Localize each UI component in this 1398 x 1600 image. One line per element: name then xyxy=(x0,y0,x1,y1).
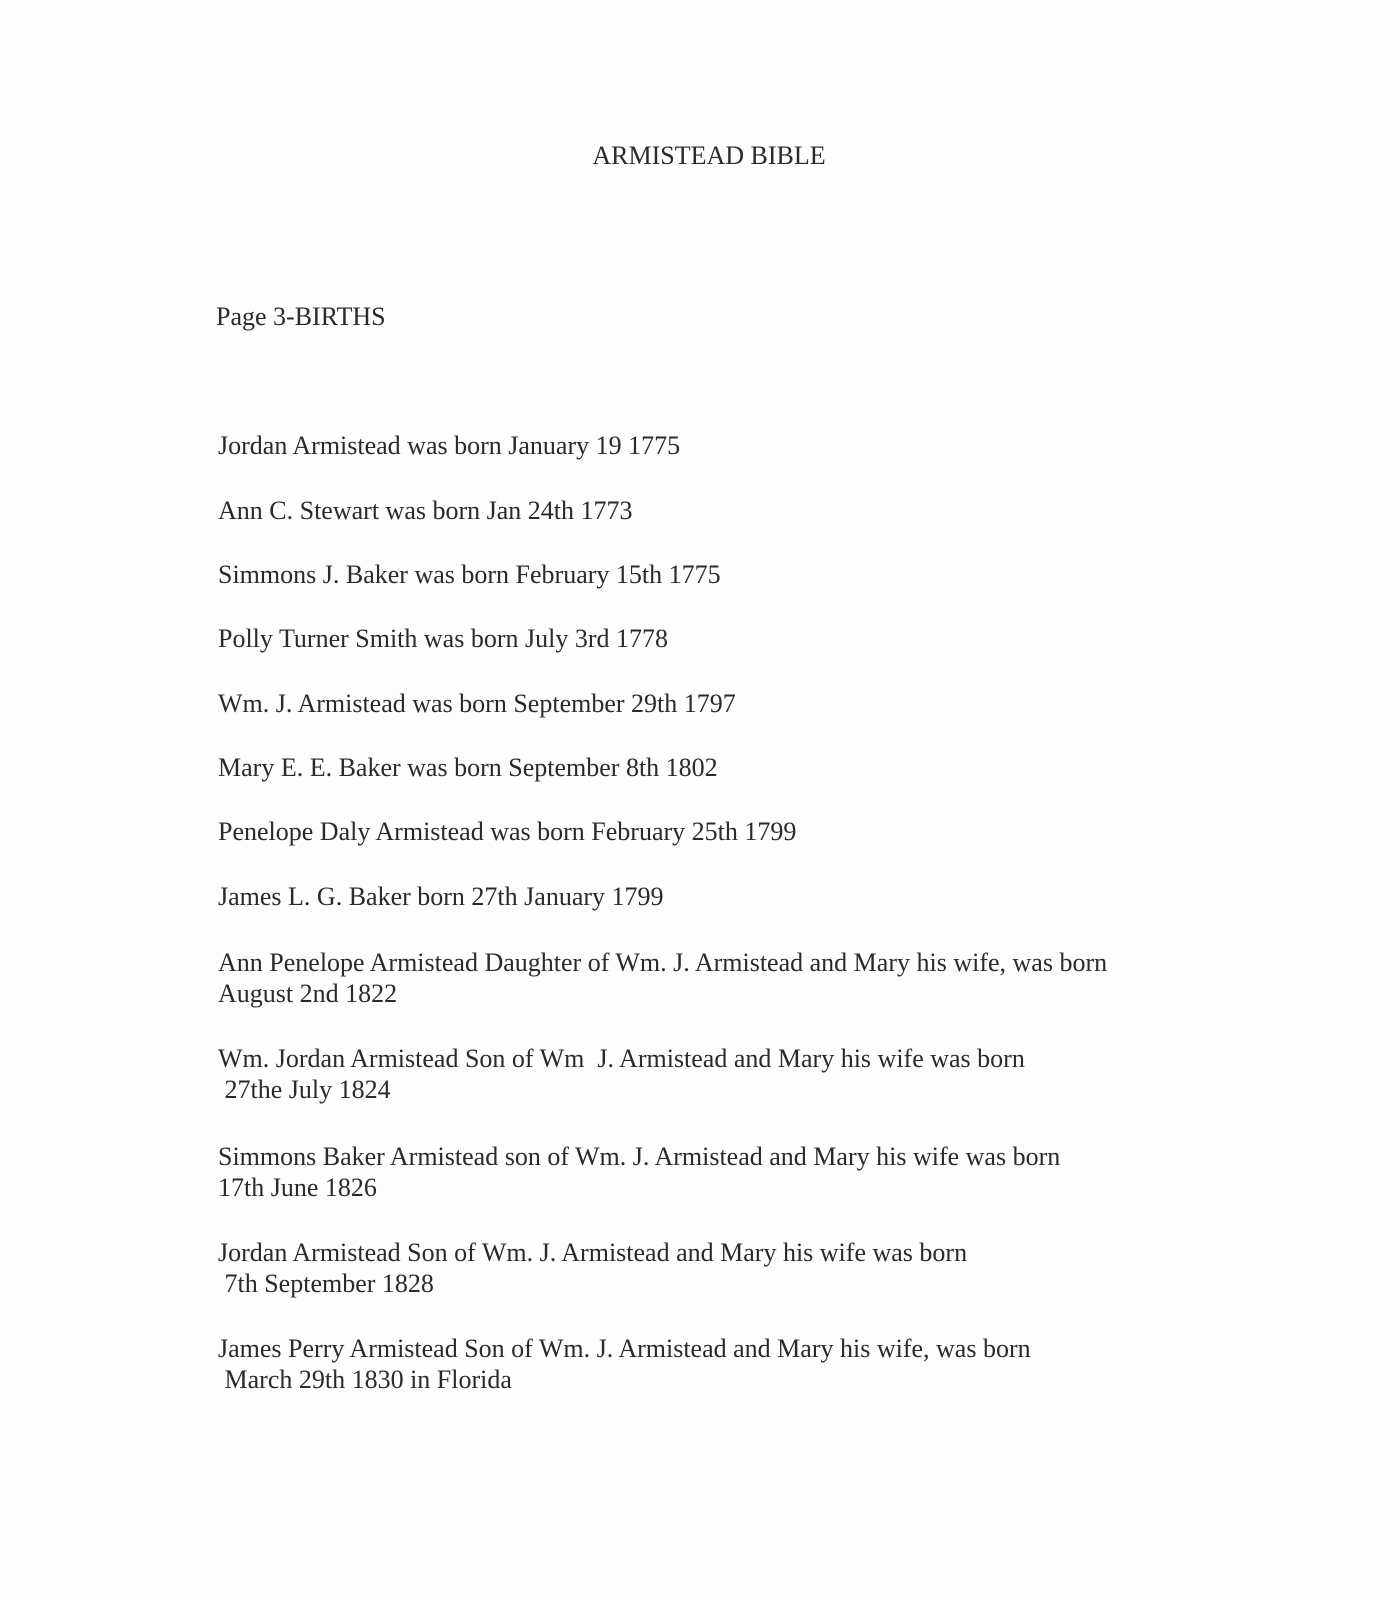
entry-line-2: 17th June 1826 xyxy=(218,1173,377,1202)
entry-line: Jordan Armistead Son of Wm. J. Armistead and Mary his wife was born xyxy=(218,1238,968,1267)
birth-entry xyxy=(218,559,1178,590)
birth-entry xyxy=(218,752,1178,783)
entry-line: Jordan Armistead was born January 19 1775 xyxy=(218,431,681,460)
entry-line: Mary E. E. Baker was born September 8th 1802 xyxy=(218,753,718,782)
entry-line: Penelope Daly Armistead was born February 25th 1799 xyxy=(218,817,797,846)
birth-entry xyxy=(218,881,1178,912)
birth-entry xyxy=(218,1141,1178,1203)
entry-line: Wm. J. Armistead was born September 29th 1797 xyxy=(218,689,736,718)
entry-line: Polly Turner Smith was born July 3rd 1778 xyxy=(218,624,668,653)
entry-line-2: August 2nd 1822 xyxy=(218,979,398,1008)
document-title: ARMISTEAD BIBLE xyxy=(592,141,826,170)
section-heading: Page 3-BIRTHS xyxy=(216,302,386,331)
birth-entry xyxy=(218,495,1178,526)
birth-entry xyxy=(218,1237,1178,1299)
birth-entry xyxy=(218,1333,1178,1395)
entry-line: Ann C. Stewart was born Jan 24th 1773 xyxy=(218,496,633,525)
entry-line: Ann Penelope Armistead Daughter of Wm. J. Armistead and Mary his wife, was born xyxy=(218,948,1108,977)
entry-line: James L. G. Baker born 27th January 1799 xyxy=(218,882,664,911)
birth-entry xyxy=(218,623,1178,654)
entry-line: Simmons Baker Armistead son of Wm. J. Armistead and Mary his wife was born xyxy=(218,1142,1061,1171)
birth-entry xyxy=(218,430,1178,461)
entry-line-2: 27the July 1824 xyxy=(218,1075,391,1104)
entry-line: Simmons J. Baker was born February 15th 1775 xyxy=(218,560,721,589)
birth-entry xyxy=(218,1043,1178,1105)
birth-entry xyxy=(218,816,1178,847)
birth-entry xyxy=(218,688,1178,719)
entry-line: Wm. Jordan Armistead Son of Wm J. Armistead and Mary his wife was born xyxy=(218,1044,1025,1073)
entry-line-2: March 29th 1830 in Florida xyxy=(218,1365,512,1394)
birth-entry xyxy=(218,947,1178,1009)
entry-line-2: 7th September 1828 xyxy=(218,1269,434,1298)
entry-line: James Perry Armistead Son of Wm. J. Armistead and Mary his wife, was born xyxy=(218,1334,1031,1363)
